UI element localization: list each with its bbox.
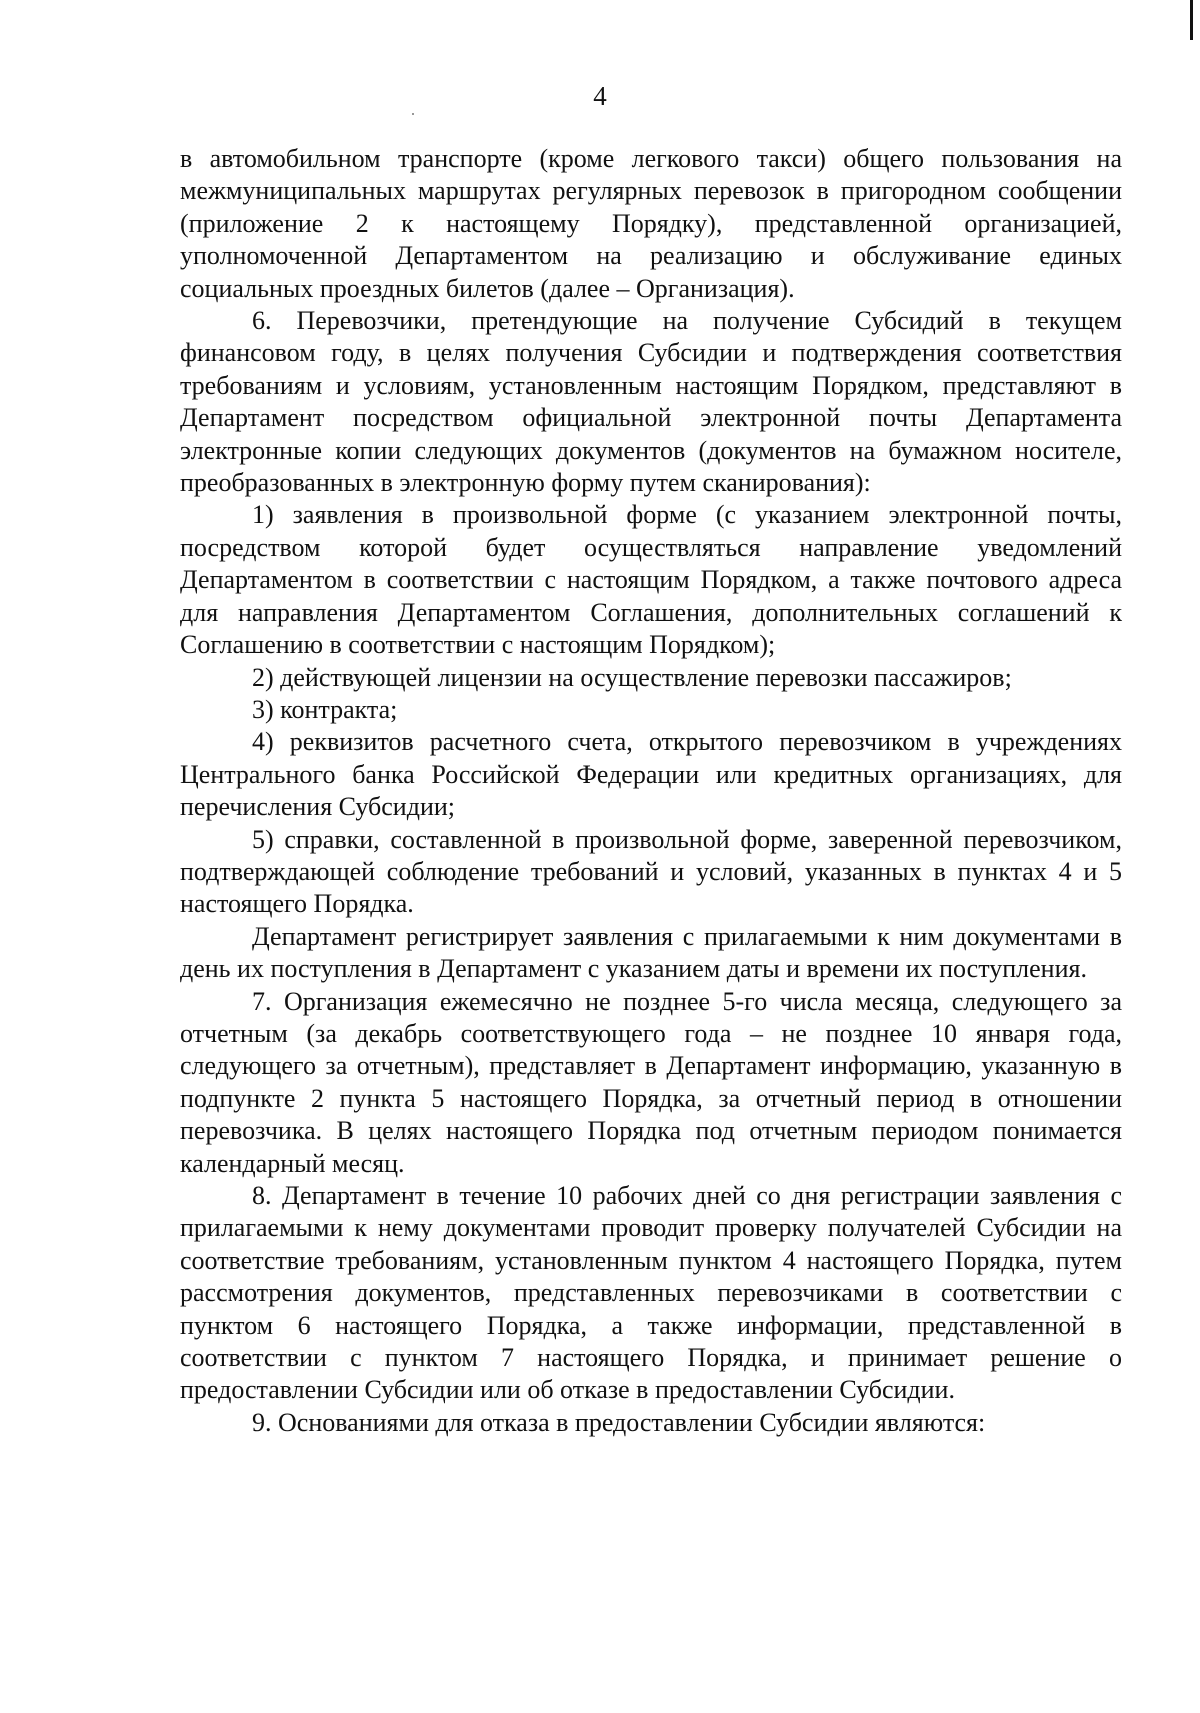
paragraph-item-7: 7. Организация ежемесячно не позднее 5-го числа месяца, следующего за отчетным (за декабрь соответствующего года – не позднее 10 января года, следующего за отчетным), представляет в Департамент информацию, указанную в подпункте 2 пункта 5 настоящего Порядка, за отчетный период в отношении перевозчика. В целях настоящего Порядка под отчетным периодом понимается календарный месяц. (180, 986, 1122, 1178)
paragraph-registration: Департамент регистрирует заявления с прилагаемыми к ним документами в день их поступления в Департамент с указанием даты и времени их поступления. (180, 921, 1122, 984)
paragraph-subitem-4: 4) реквизитов расчетного счета, открытого перевозчиком в учреждениях Центрального банка Российской Федерации или кредитных организациях, для перечисления Субсидии; (180, 727, 1122, 822)
page-number: 4 (593, 81, 607, 111)
paragraph-subitem-3: 3) контракта; (252, 694, 398, 724)
paragraph-subitem-1: 1) заявления в произвольной форме (с указанием электронной почты, посредством которой будет осуществляться направление уведомлений Департаментом в соответствии с настоящим Порядком, а также почтового адреса для направления Департаментом Соглашения, дополнительных соглашений к Соглашению в соответствии с настоящим Порядком); (180, 500, 1122, 660)
paragraph-subitem-5: 5) справки, составленной в произвольной форме, заверенной перевозчиком, подтверждающей соблюдение требований и условий, указанных в пунктах 4 и 5 настоящего Порядка. (180, 824, 1122, 919)
document-body (180, 143, 1122, 1439)
paragraph-item-8: 8. Департамент в течение 10 рабочих дней со дня регистрации заявления с прилагаемыми к нему документами проводит проверку получателей Субсидии на соответствие требованиям, установленным пунктом 4 настоящего Порядка, путем рассмотрения документов, представленных перевозчиками в соответствии с пунктом 6 настоящего Порядка, а также информации, представленной в соответствии с пунктом 7 настоящего Порядка, и принимает решение о предоставлении Субсидии или об отказе в предоставлении Субсидии. (180, 1181, 1122, 1405)
scan-speck (412, 113, 414, 115)
paragraph-item-6: 6. Перевозчики, претендующие на получение Субсидий в текущем финансовом году, в целях получения Субсидии и подтверждения соответствия требованиям и условиям, установленным настоящим Порядком, представляют в Департамент посредством официальной электронной почты Департамента электронные копии следующих документов (документов на бумажном носителе, преобразованных в электронную форму путем сканирования): (180, 306, 1122, 498)
paragraph-item-9: 9. Основаниями для отказа в предоставлении Субсидии являются: (252, 1407, 986, 1437)
scan-edge-mark (1190, 0, 1193, 40)
paragraph-subitem-2: 2) действующей лицензии на осуществление перевозки пассажиров; (252, 662, 1012, 692)
paragraph-continuation: в автомобильном транспорте (кроме легкового такси) общего пользования на межмуниципальных маршрутах регулярных перевозок в пригородном сообщении (приложение 2 к настоящему Порядку), представленной организацией, уполномоченной Департаментом на реализацию и обслуживание единых социальных проездных билетов (далее – Организация). (180, 144, 1122, 303)
